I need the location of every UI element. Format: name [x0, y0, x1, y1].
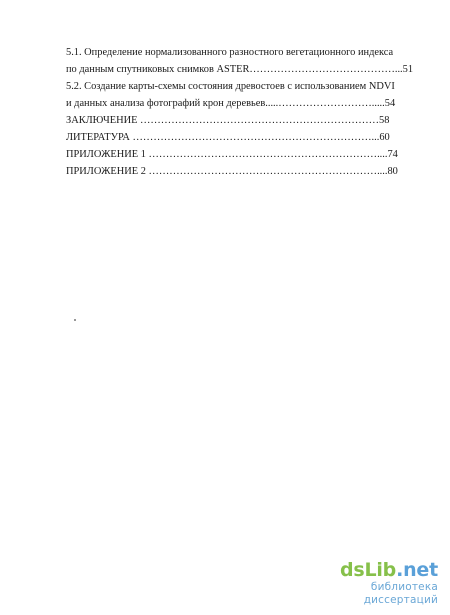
watermark-logo [298, 559, 438, 581]
toc-entry-5-2-continued: и данных анализа фотографий крон деревьев.....……………………….....54 [66, 98, 396, 109]
table-of-contents [66, 44, 418, 180]
watermark-subtitle: библиотека диссертаций [363, 581, 438, 606]
scan-speck [74, 319, 76, 321]
toc-entry-literature: ЛИТЕРАТУРА ……………………………………………………………...60 [66, 132, 390, 143]
watermark-logo-part2: .net [396, 559, 438, 581]
toc-entry-5-1-continued: по данным спутниковых снимков ASTER……………………………………...51 [66, 64, 414, 75]
toc-entry-appendix-1: ПРИЛОЖЕНИЕ 1 …………………………………………………………....74 [66, 149, 398, 160]
toc-entry-appendix-2: ПРИЛОЖЕНИЕ 2 …………………………………………………………....80 [66, 166, 398, 177]
toc-entry-5-2-title: 5.2. Создание карты-схемы состояния древостоев с использованием NDVI [66, 81, 395, 92]
watermark-logo-part1: dsLib [339, 559, 397, 581]
dslib-watermark [298, 559, 438, 607]
toc-entry-conclusion: ЗАКЛЮЧЕНИЕ ……………………………………………………………58 [66, 115, 390, 126]
toc-entry-5-1-title: 5.1. Определение нормализованного разностного вегетационного индекса [66, 47, 394, 58]
